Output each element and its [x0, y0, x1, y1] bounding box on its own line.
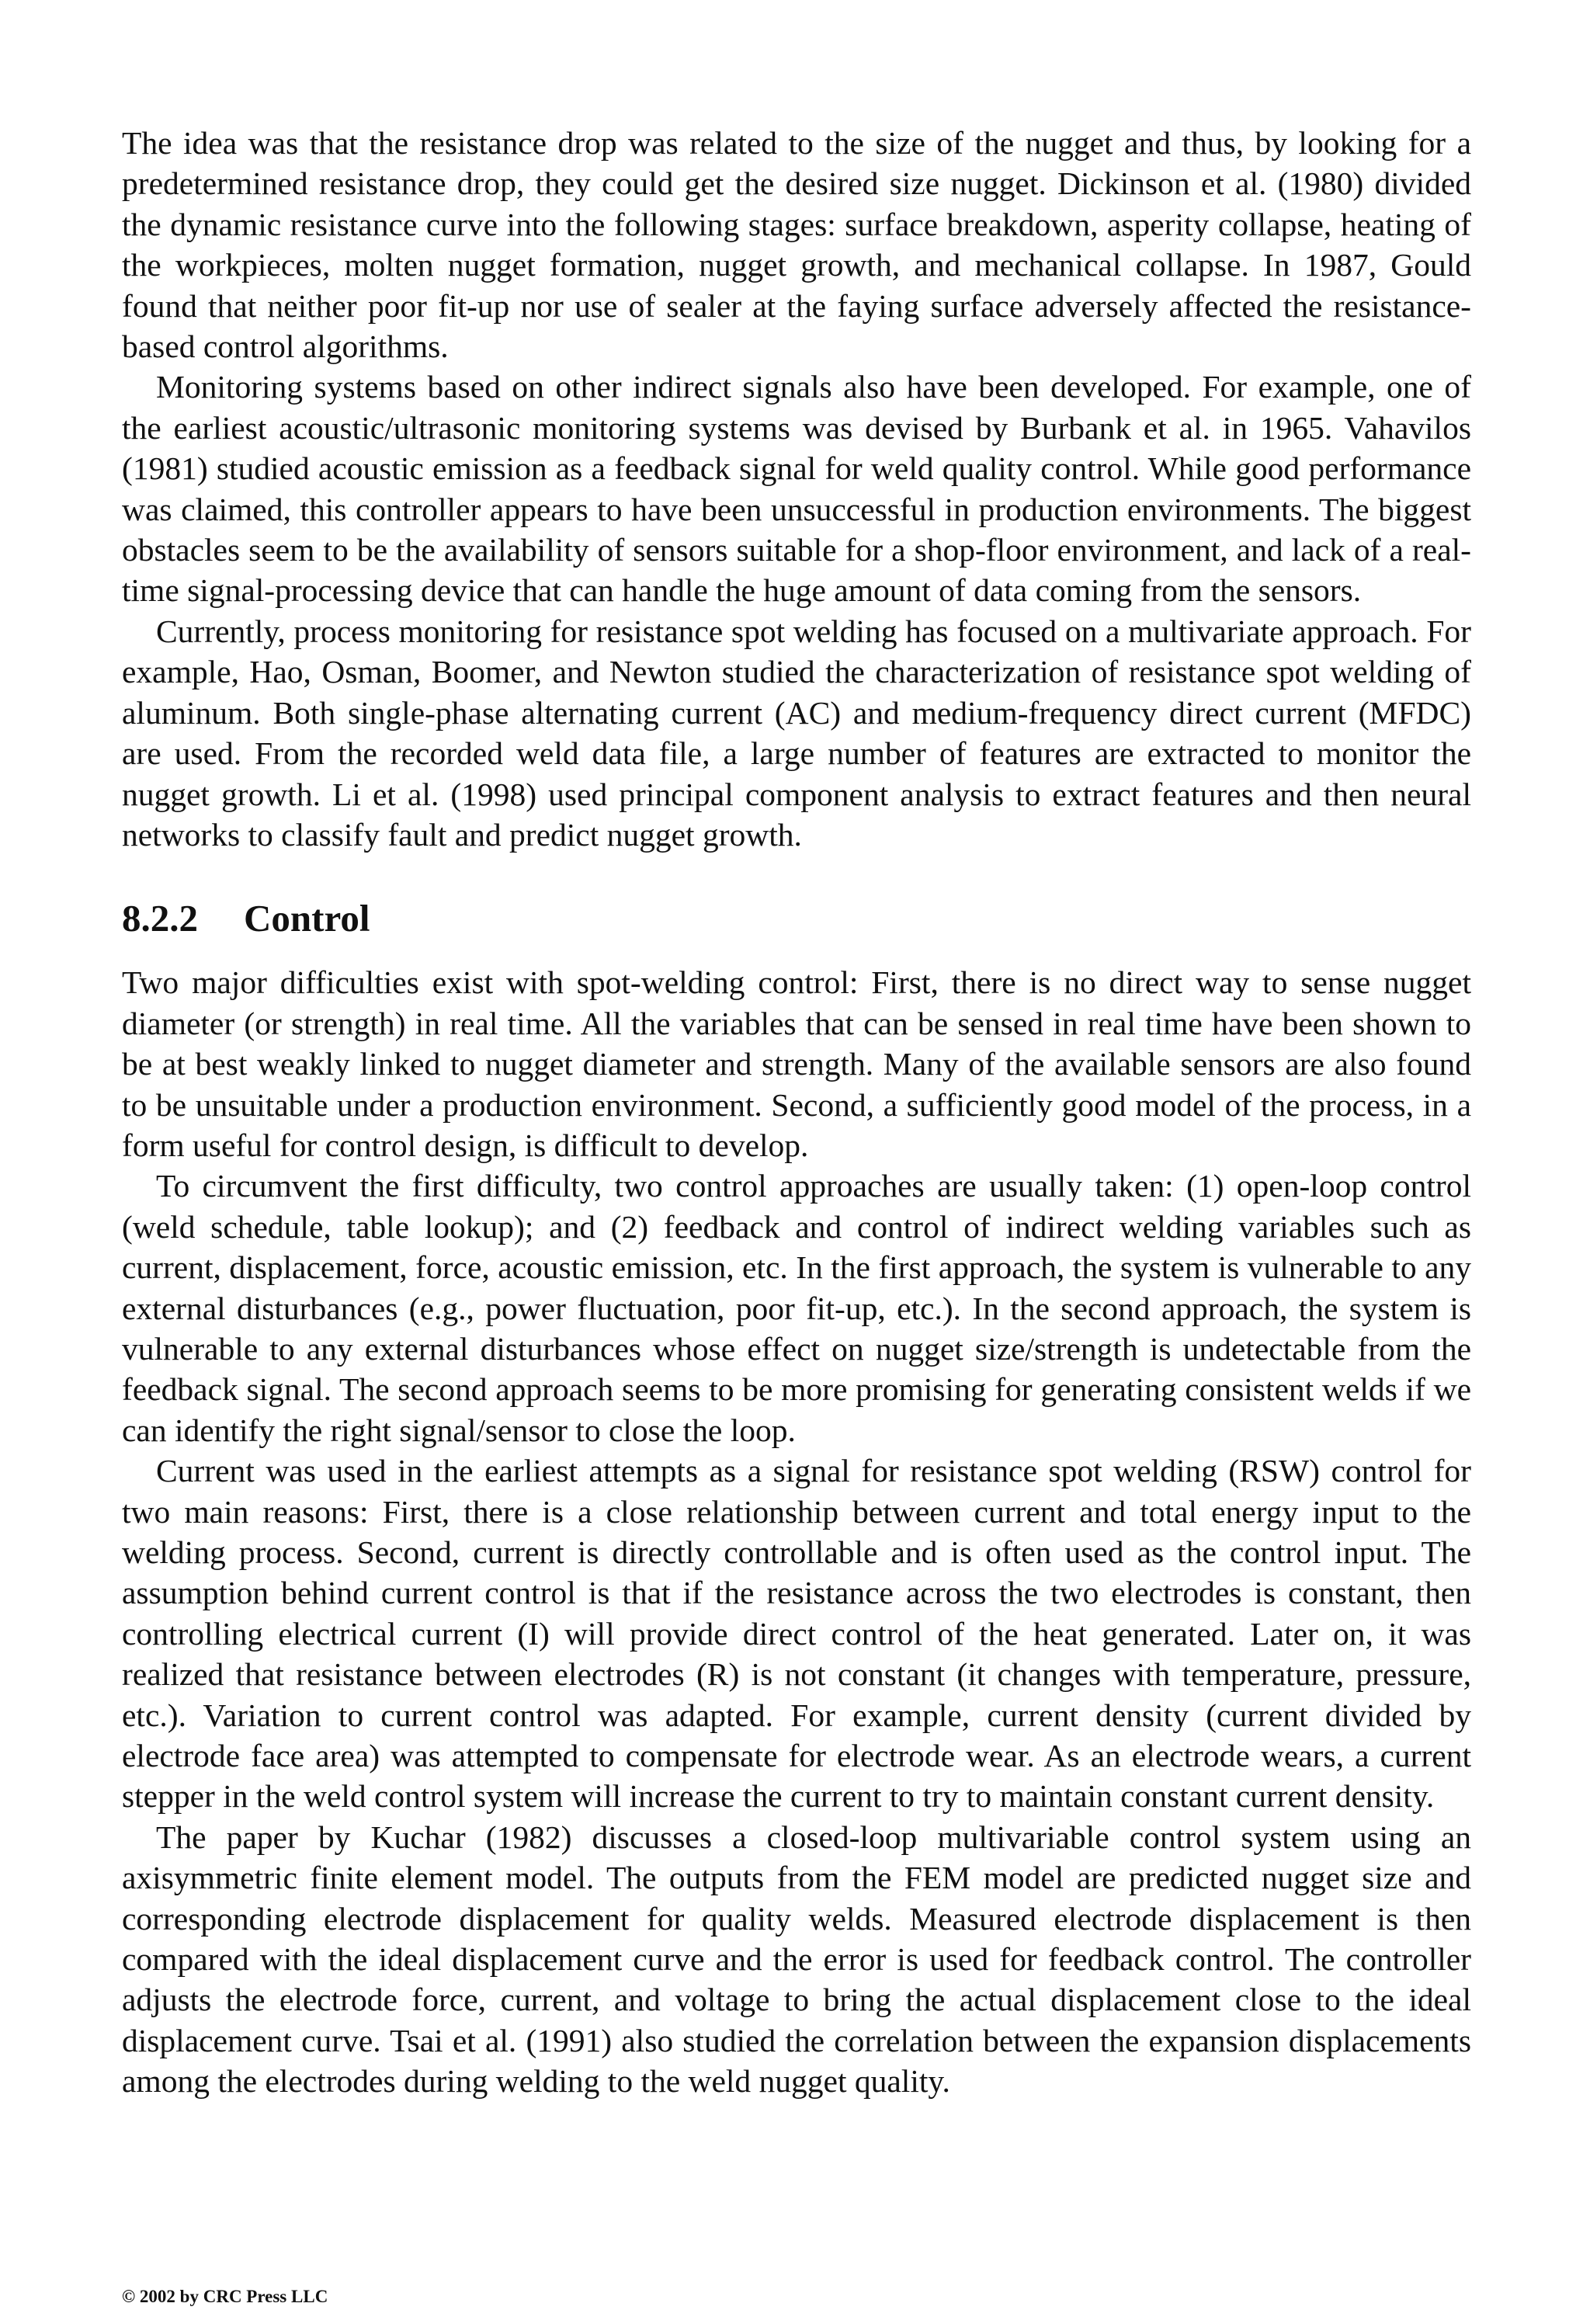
paragraph-indirect-signals: Monitoring systems based on other indirect signals also have been developed. For example, one of the earliest acoustic/ultrasonic monitoring systems was devised by Burbank et al. in 1965. Vahavilos (1981) studied acoustic emission as a feedback signal for weld quality control. While good performance was claimed, this controller appears to have been unsuccessful in production environments. The biggest obstacles seem to be the availability of sensors suitable for a shop-floor environment, and lack of a real-time signal-processing device that can handle the huge amount of data coming from the sensors. — [122, 369, 1471, 609]
paragraph-kuchar-model: The paper by Kuchar (1982) discusses a closed-loop multivariable control system using an axisymmetric finite element model. The outputs from the FEM model are predicted nugget size and corresponding electrode displacement for quality welds. Measured electrode displacement is then compared with the ideal displacement curve and the error is used for feedback control. The controller adjusts the electrode force, current, and voltage to bring the actual displacement close to the ideal displacement curve. Tsai et al. (1991) also studied the correlation between the expansion displacements among the electrodes during welding to the weld nugget quality. — [122, 1819, 1471, 2100]
paragraph-control-approaches: To circumvent the first difficulty, two control approaches are usually taken: (1) open-loop control (weld schedule, table lookup); and (2) feedback and control of indirect welding variables such as current, displacement, force, acoustic emission, etc. In the first approach, the system is vulnerable to any external disturbances (e.g., power fluctuation, poor fit-up, etc.). In the second approach, the system is vulnerable to any external disturbances whose effect on nugget size/strength is undetectable from the feedback signal. The second approach seems to be more promising for generating consistent welds if we can identify the right signal/sensor to close the loop. — [122, 1168, 1471, 1448]
paragraph-current-control: Current was used in the earliest attempts as a signal for resistance spot welding (RSW) control for two main reasons: First, there is a close relationship between current and total energy input to the welding process. Second, current is directly controllable and is often used as the control input. The assumption behind current control is that if the resistance across the two electrodes is constant, then controlling electrical current (I) will provide direct control of the heat generated. Later on, it was realized that resistance between electrodes (R) is not constant (it changes with temperature, pressure, etc.). Variation to current control was adapted. For example, current density (current divided by electrode face area) was attempted to compensate for electrode wear. As an electrode wears, a current stepper in the weld control system will increase the current to try to maintain constant current density. — [122, 1453, 1471, 1815]
section-heading-control — [122, 895, 1471, 942]
section-title: Control — [244, 897, 370, 940]
paragraph-multivariate-approach: Currently, process monitoring for resistance spot welding has focused on a multivariate approach. For example, Hao, Osman, Boomer, and Newton studied the characterization of resistance spot welding of aluminum. Both single-phase alternating current (AC) and medium-frequency direct current (MFDC) are used. From the recorded weld data file, a large number of features are extracted to monitor the nugget growth. Li et al. (1998) used principal component analysis to extract features and then neural networks to classify fault and predict nugget growth. — [122, 613, 1471, 853]
copyright-footer: © 2002 by CRC Press LLC — [122, 2287, 328, 2306]
page-body — [122, 123, 1471, 2102]
paragraph-resistance-drop: The idea was that the resistance drop was related to the size of the nugget and thus, by looking for a predetermined resistance drop, they could get the desired size nugget. Dickinson et al. (1980) divided the dynamic resistance curve into the following stages: surface breakdown, asperity collapse, heating of the workpieces, molten nugget formation, nugget growth, and mechanical collapse. In 1987, Gould found that neither poor fit-up nor use of sealer at the faying surface adversely affected the resistance-based control algorithms. — [122, 125, 1471, 365]
paragraph-control-difficulties: Two major difficulties exist with spot-welding control: First, there is no direct way to sense nugget diameter (or strength) in real time. All the variables that can be sensed in real time have been shown to be at best weakly linked to nugget diameter and strength. Many of the available sensors are also found to be unsuitable under a production environment. Second, a sufficiently good model of the process, in a form useful for control design, is difficult to develop. — [122, 964, 1471, 1163]
section-number: 8.2.2 — [122, 897, 198, 940]
